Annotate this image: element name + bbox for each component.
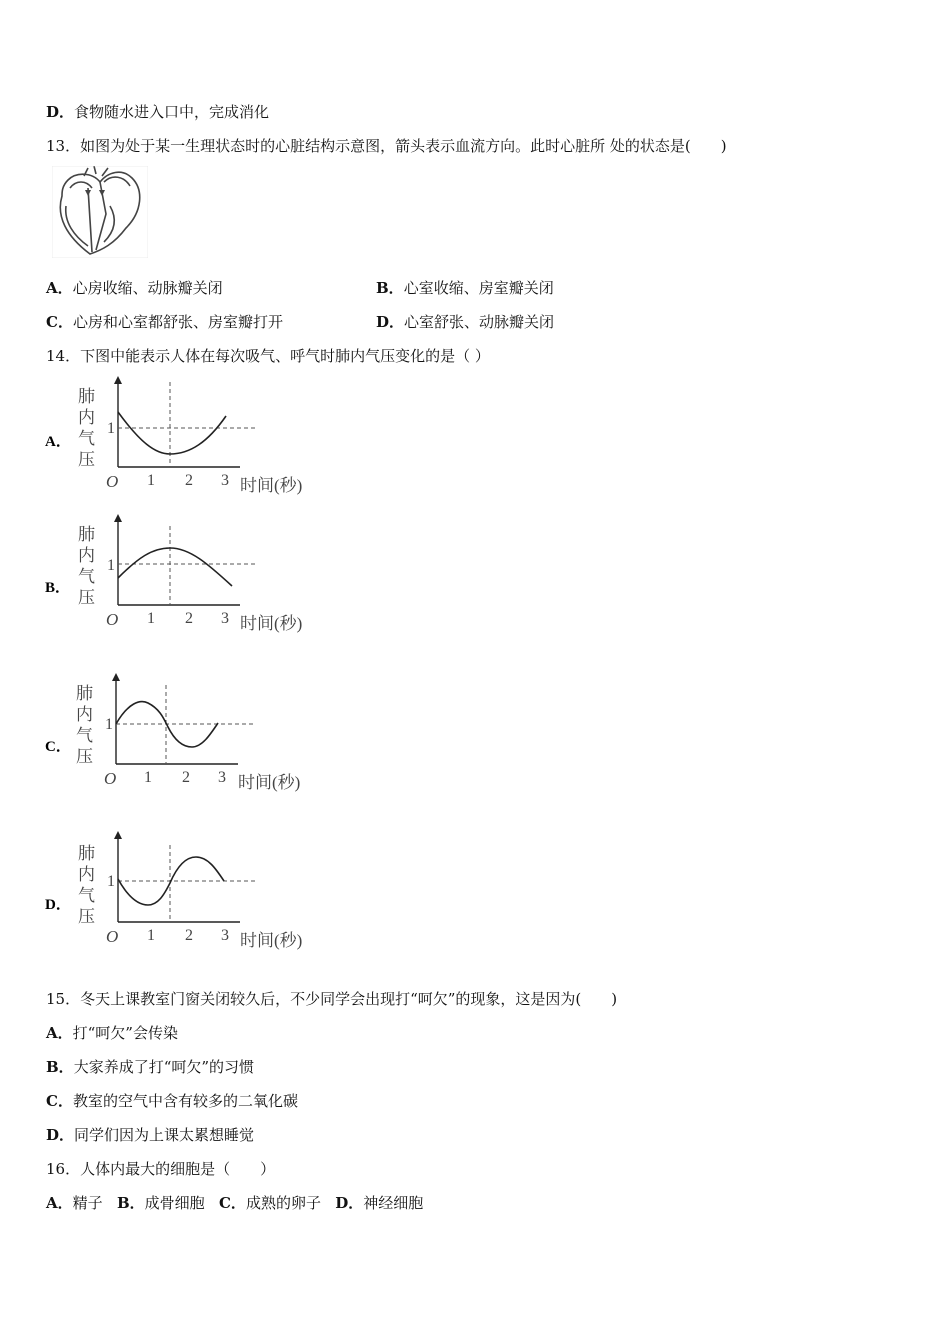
x-tick: 2 [182,769,190,786]
option-text: 心房收缩、动脉瓣关闭 [72,279,223,297]
q15-option-a [46,1023,178,1043]
y-label: 内 [76,705,93,724]
option-text: 打“呵欠”会传染 [72,1024,178,1042]
option-label: C． [46,1092,73,1110]
option-label: A． [45,434,71,450]
option-text: 成骨细胞 [144,1194,205,1212]
option-text: 同学们因为上课太累想睡觉 [74,1126,255,1144]
q14-stem: 14．下图中能表示人体在每次吸气、呼气时肺内气压变化的是（ ） [46,347,490,365]
q15-option-c [46,1091,298,1111]
q14-graph-d [40,829,340,959]
y-label: 压 [78,907,95,926]
option-text: 神经细胞 [363,1194,424,1212]
x-tick: 3 [221,610,229,627]
y-axis-arrow [114,831,122,839]
q15-stem: 15．冬天上课教室门窗关闭较久后，不少同学会出现打“呵欠”的现象，这是因为( ) [46,990,618,1008]
origin-label: O [106,927,119,946]
y-label: 内 [78,546,95,565]
option-text: 教室的空气中含有较多的二氧化碳 [72,1092,298,1110]
q13-option-d [376,312,554,332]
option-label: C． [46,313,73,331]
q12-option-d [46,102,269,122]
x-axis-label: 时间(秒) [240,476,303,495]
y-tick: 1 [107,873,115,890]
y-label: 气 [78,886,95,905]
x-axis-label: 时间(秒) [238,773,301,792]
x-tick: 1 [147,927,155,944]
option-label: D． [45,897,71,913]
y-tick: 1 [105,716,113,733]
option-label: C． [218,1194,246,1212]
option-label: A． [46,1194,73,1212]
option-label: B． [45,580,71,596]
y-label: 肺 [78,387,95,406]
option-label: A． [46,1024,73,1042]
origin-label: O [106,472,119,491]
pressure-curve [118,548,232,586]
y-label: 内 [78,865,95,884]
origin-label: O [104,769,117,788]
option-label: D． [376,313,405,331]
option-label: B． [46,1058,74,1076]
y-label: 气 [76,726,93,745]
option-label: A． [46,279,73,297]
x-tick: 1 [144,769,152,786]
option-text: 精子 [72,1194,103,1212]
x-tick: 2 [185,927,193,944]
y-axis-arrow [112,673,120,681]
y-label: 肺 [76,684,93,703]
option-label: D． [46,103,75,121]
q14-graph-b [40,512,340,642]
option-text: 食物随水进入口中，完成消化 [74,103,270,121]
y-label: 压 [78,450,95,469]
y-axis-arrow [114,376,122,384]
y-label: 压 [78,588,95,607]
x-tick: 1 [147,610,155,627]
option-label: C． [45,739,71,755]
y-label: 压 [76,747,93,766]
x-axis-label: 时间(秒) [240,614,303,633]
y-label: 肺 [78,525,95,544]
option-label: D． [46,1126,75,1144]
option-text: 心室收缩、房室瓣关闭 [403,279,554,297]
option-text: 大家养成了打“呵欠”的习惯 [73,1058,255,1076]
option-text: 成熟的卵子 [245,1194,321,1212]
x-tick: 3 [218,769,226,786]
q13-option-c [46,312,283,332]
q15-option-b [46,1057,254,1077]
q14-graph-c [40,671,340,801]
option-label: B． [376,279,404,297]
y-tick: 1 [107,420,115,437]
x-axis-label: 时间(秒) [240,931,303,950]
y-tick: 1 [107,557,115,574]
q16-options [46,1193,423,1213]
y-label: 内 [78,408,95,427]
option-text: 心室舒张、动脉瓣关闭 [404,313,555,331]
y-axis-arrow [114,514,122,522]
heart-diagram-icon [52,166,148,262]
q15-option-d [46,1125,254,1145]
x-tick: 1 [147,472,155,489]
q13-option-b [376,278,554,298]
option-label: D． [335,1194,364,1212]
x-tick: 3 [221,472,229,489]
pressure-curve [118,412,226,454]
origin-label: O [106,610,119,629]
option-text: 心房和心室都舒张、房室瓣打开 [72,313,283,331]
q13-stem: 13．如图为处于某一生理状态时的心脏结构示意图，箭头表示血流方向。此时心脏所 处的状态是( ) [46,137,727,155]
q13-option-a [46,278,223,298]
x-tick: 2 [185,472,193,489]
y-label: 肺 [78,844,95,863]
x-tick: 2 [185,610,193,627]
x-tick: 3 [221,927,229,944]
option-label: B． [116,1194,145,1212]
q16-stem: 16．人体内最大的细胞是（ ） [46,1160,276,1178]
q14-graph-a [40,374,340,504]
y-label: 气 [78,429,95,448]
y-label: 气 [78,567,95,586]
